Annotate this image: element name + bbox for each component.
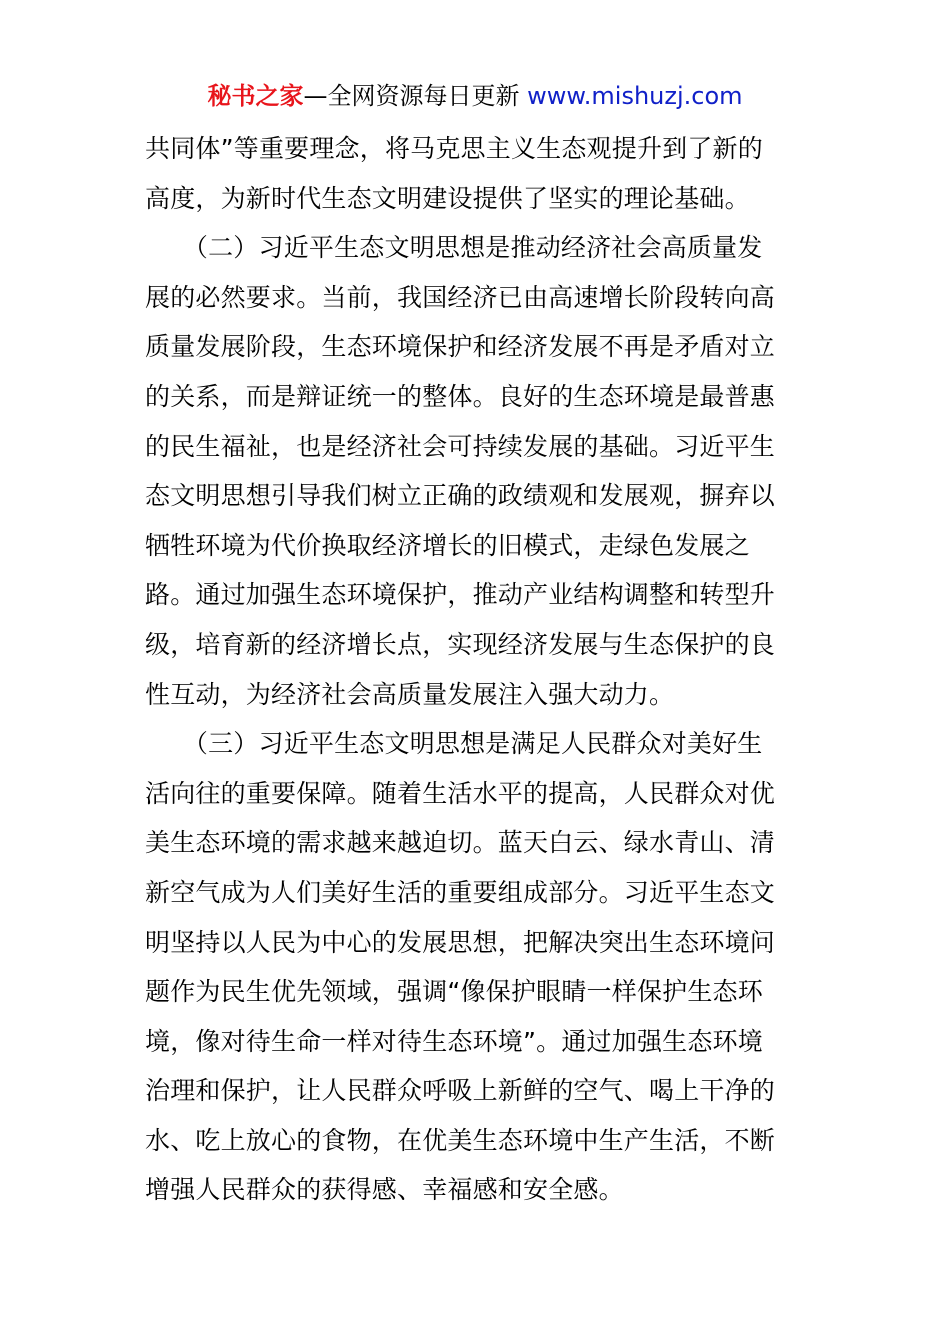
text-line: 境，像对待生命一样对待生态环境”。通过加强生态环境 (145, 1026, 763, 1056)
document-body (145, 124, 810, 1215)
text-line: 美生态环境的需求越来越迫切。蓝天白云、绿水青山、清 (145, 828, 776, 858)
page-header (0, 78, 950, 114)
site-url-link[interactable]: www.mishuzj.com (527, 82, 743, 110)
text-line: 高度，为新时代生态文明建设提供了坚实的理论基础。 (145, 183, 750, 213)
text-line: 的关系，而是辩证统一的整体。良好的生态环境是最普惠 (145, 381, 776, 411)
text-line: 路。通过加强生态环境保护，推动产业结构调整和转型升 (145, 580, 776, 610)
text-line: 态文明思想引导我们树立正确的政绩观和发展观，摒弃以 (145, 481, 776, 511)
header-tagline: —全网资源每日更新 (303, 82, 520, 110)
text-line: 增强人民群众的获得感、幸福感和安全感。 (145, 1175, 624, 1205)
text-line: 治理和保护，让人民群众呼吸上新鲜的空气、喝上干净的 (145, 1076, 776, 1106)
text-line: 质量发展阶段，生态环境保护和经济发展不再是矛盾对立 (145, 332, 776, 362)
text-line: 新空气成为人们美好生活的重要组成部分。习近平生态文 (145, 877, 776, 907)
brand-name: 秘书之家 (207, 82, 304, 110)
text-line: 共同体”等重要理念，将马克思主义生态观提升到了新的 (145, 134, 763, 163)
text-line: 的民生福祉，也是经济社会可持续发展的基础。习近平生 (145, 431, 776, 461)
text-line: 明坚持以人民为中心的发展思想，把解决突出生态环境问 (145, 927, 776, 957)
text-line: 牺牲环境为代价换取经济增长的旧模式，走绿色发展之 (145, 530, 750, 560)
text-line: 题作为民生优先领域，强调“像保护眼睛一样保护生态环 (145, 977, 763, 1007)
text-line: 水、吃上放心的食物，在优美生态环境中生产生活，不断 (145, 1125, 776, 1155)
text-line: （二）习近平生态文明思想是推动经济社会高质量发 (145, 233, 763, 263)
text-line: 展的必然要求。当前，我国经济已由高速增长阶段转向高 (145, 282, 776, 312)
text-line: 级，培育新的经济增长点，实现经济发展与生态保护的良 (145, 629, 776, 659)
text-line: 性互动，为经济社会高质量发展注入强大动力。 (145, 679, 675, 709)
text-line: （三）习近平生态文明思想是满足人民群众对美好生 (145, 729, 763, 759)
text-line: 活向往的重要保障。随着生活水平的提高，人民群众对优 (145, 778, 776, 808)
